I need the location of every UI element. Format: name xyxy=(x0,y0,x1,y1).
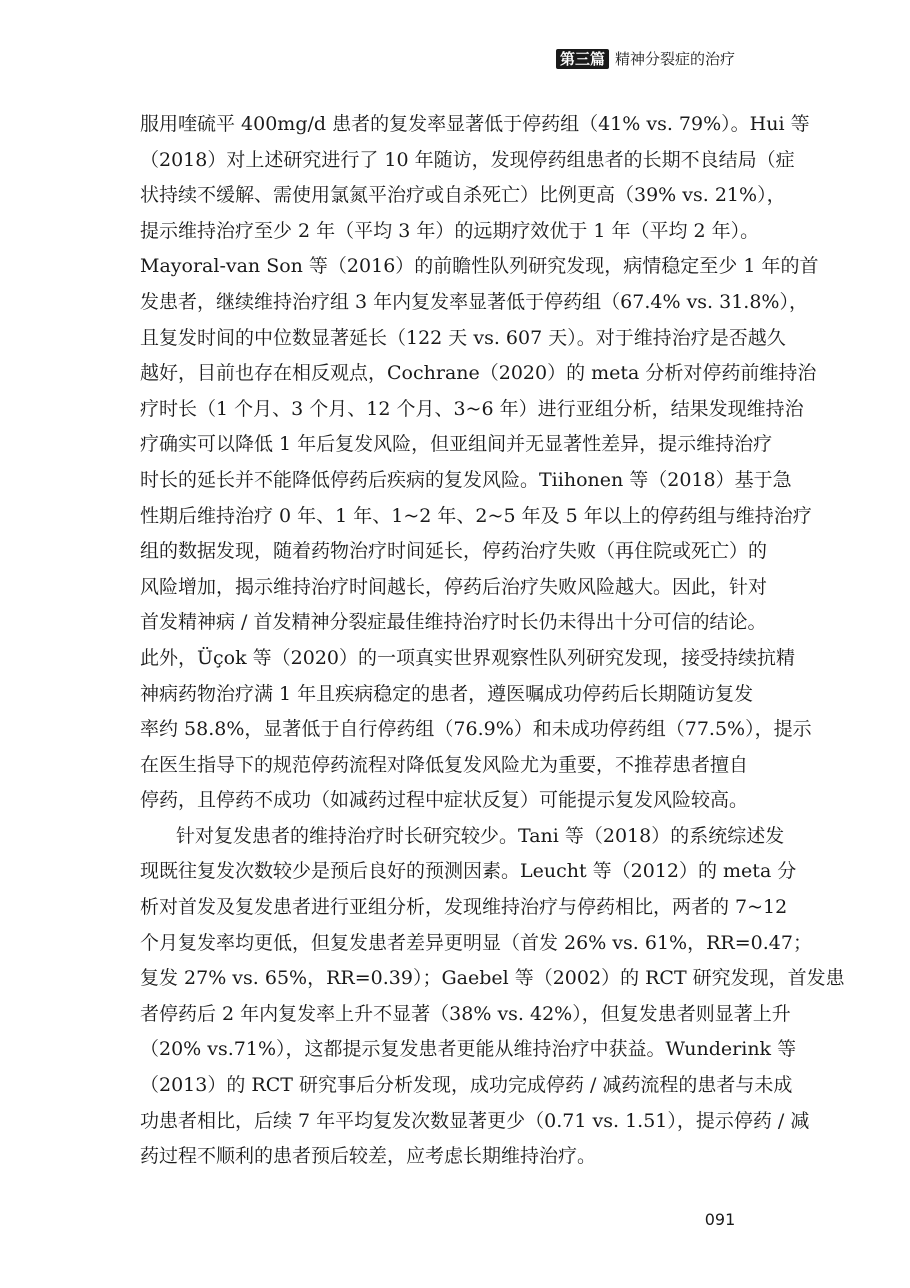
text-line: 组的数据发现，随着药物治疗时间延长，停药治疗失败（再住院或死亡）的 xyxy=(140,540,768,563)
text-line: 提示维持治疗至少 2 年（平均 3 年）的远期疗效优于 1 年（平均 2 年）。 xyxy=(140,219,760,242)
text-line: 者停药后 2 年内复发率上升不显著（38% vs. 42%），但复发患者则显著上升 xyxy=(140,1002,791,1025)
paragraph-2 xyxy=(140,819,845,1175)
text-line: 越好，目前也存在相反观点，Cochrane（2020）的 meta 分析对停药前维持治 xyxy=(140,362,817,385)
text-line: Mayoral-van Son 等（2016）的前瞻性队列研究发现，病情稳定至少 1 年的首 xyxy=(140,255,819,278)
chapter-badge: 第三篇 xyxy=(556,49,609,69)
text-line: 此外，Üçok 等（2020）的一项真实世界观察性队列研究发现，接受持续抗精 xyxy=(140,646,796,669)
text-line: 析对首发及复发患者进行亚组分析，发现维持治疗与停药相比，两者的 7~12 xyxy=(140,896,788,919)
text-line: 性期后维持治疗 0 年、1 年、1~2 年、2~5 年及 5 年以上的停药组与维持治疗 xyxy=(140,504,812,527)
text-line: 服用喹硫平 400mg/d 患者的复发率显著低于停药组（41% vs. 79%）。Hui 等 xyxy=(140,113,810,135)
text-line: （2018）对上述研究进行了 10 年随访，发现停药组患者的长期不良结局（症 xyxy=(140,148,795,171)
text-line: 疗确实可以降低 1 年后复发风险，但亚组间并无显著性差异，提示维持治疗 xyxy=(140,433,773,456)
text-line: 个月复发率均更低，但复发患者差异更明显（首发 26% vs. 61%，RR=0.47； xyxy=(140,931,812,954)
text-line: 停药，且停药不成功（如减药过程中症状反复）可能提示复发风险较高。 xyxy=(140,789,749,812)
text-line: 复发 27% vs. 65%，RR=0.39）；Gaebel 等（2002）的 RCT 研究发现，首发患 xyxy=(140,967,845,990)
text-line: 针对复发患者的维持治疗时长研究较少。Tani 等（2018）的系统综述发 xyxy=(176,824,785,847)
text-line: 且复发时间的中位数显著延长（122 天 vs. 607 天）。对于维持治疗是否越久 xyxy=(140,326,786,349)
text-line: 药过程不顺利的患者预后较差，应考虑长期维持治疗。 xyxy=(140,1145,597,1168)
text-line: 疗时长（1 个月、3 个月、12 个月、3~6 年）进行亚组分析，结果发现维持治 xyxy=(140,397,804,420)
text-line: 率约 58.8%，显著低于自行停药组（76.9%）和未成功停药组（77.5%），提示 xyxy=(140,718,812,741)
text-line: 神病药物治疗满 1 年且疾病稳定的患者，遵医嘱成功停药后长期随访复发 xyxy=(140,682,754,705)
paragraph-1 xyxy=(140,107,819,819)
body-text xyxy=(140,107,845,1175)
text-line: 首发精神病 / 首发精神分裂症最佳维持治疗时长仍未得出十分可信的结论。 xyxy=(140,611,767,634)
text-line: 现既往复发次数较少是预后良好的预测因素。Leucht 等（2012）的 meta 分 xyxy=(140,860,797,883)
text-line: 在医生指导下的规范停药流程对降低复发风险尤为重要，不推荐患者擅自 xyxy=(140,753,749,776)
text-line: 功患者相比，后续 7 年平均复发次数显著更少（0.71 vs. 1.51），提示停药 / 减 xyxy=(140,1109,810,1132)
text-line: （20% vs.71%），这都提示复发患者更能从维持治疗中获益。Wunderink 等 xyxy=(140,1038,797,1061)
chapter-title: 精神分裂症的治疗 xyxy=(615,50,736,68)
text-line: 时长的延长并不能降低停药后疾病的复发风险。Tiihonen 等（2018）基于急 xyxy=(140,468,792,491)
text-line: 风险增加，揭示维持治疗时间越长，停药后治疗失败风险越大。因此，针对 xyxy=(140,575,768,598)
text-line: 状持续不缓解、需使用氯氮平治疗或自杀死亡）比例更高（39% vs. 21%）， xyxy=(140,184,786,207)
running-header xyxy=(556,46,735,72)
page-number: 091 xyxy=(704,1210,736,1229)
text-line: 发患者，继续维持治疗组 3 年内复发率显著低于停药组（67.4% vs. 31.8%）， xyxy=(140,290,808,313)
text-line: （2013）的 RCT 研究事后分析发现，成功完成停药 / 减药流程的患者与未成 xyxy=(140,1074,793,1097)
